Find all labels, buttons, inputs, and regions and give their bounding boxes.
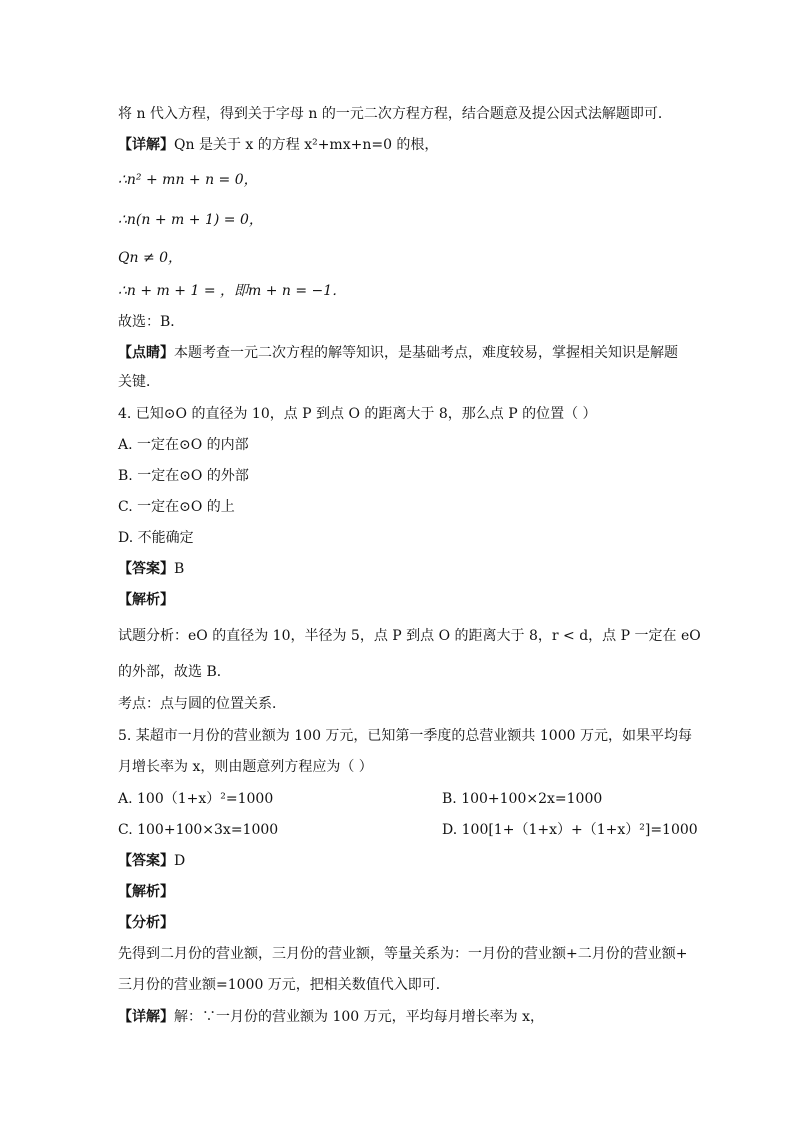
text-line: 月增长率为 x，则由题意列方程应为（ ） [118,759,373,775]
text-line: 考点：点与圆的位置关系． [118,696,286,712]
question-line: 5. 某超市一月份的营业额为 100 万元，已知第一季度的总营业额共 1000 万元，如果平均每 [118,728,692,744]
section-label: 【详解】 [118,137,174,153]
answer-line [118,851,185,871]
question-line: 4. 已知⊙O 的直径为 10，点 P 到点 O 的距离大于 8，那么点 P 的位置（ ） [118,406,597,422]
inline-text: 解：∵一月份的营业额为 100 万元，平均每月增长率为 x， [174,1009,544,1025]
inline-text: 本题考查一元二次方程的解等知识，是基础考点，难度较易，掌握相关知识是解题 [174,345,678,361]
text-line: 的外部，故选 B． [118,664,231,680]
answer-line [118,559,184,579]
option-line: B. 一定在⊙O 的外部 [118,468,249,484]
text-line: 将 n 代入方程，得到关于字母 n 的一元二次方程方程，结合题意及提公因式法解题即可． [118,106,672,122]
option-line: B. 100+100×2x=1000 [442,791,603,807]
text-line: 先得到二月份的营业额，三月份的营业额，等量关系为：一月份的营业额+二月份的营业额+ [118,946,688,962]
math-line: ∴n(n + m + 1) = 0， [118,212,263,228]
section-label: 【点睛】 [118,345,174,361]
option-line: C. 100+100×3x=1000 [118,822,279,838]
text-line [118,343,678,363]
inline-text: Qn 是关于 x 的方程 x²+mx+n=0 的根， [174,137,439,153]
text-line [118,135,438,155]
text-line [118,1007,544,1027]
math-line: ∴n² + mn + n = 0， [118,172,258,188]
text-line: 关键． [118,374,160,390]
math-line: Qn ≠ 0， [118,250,183,266]
answer-value: B [174,561,185,577]
section-label: 【答案】 [118,853,174,869]
section-label: 【解析】 [118,884,174,900]
answer-value: D [174,853,186,869]
section-label: 【详解】 [118,1009,174,1025]
option-line: A. 100（1+x）²=1000 [118,791,274,807]
option-line: D. 不能确定 [118,530,194,546]
option-line: C. 一定在⊙O 的上 [118,499,235,515]
text-line: 试题分析：eO 的直径为 10，半径为 5，点 P 到点 O 的距离大于 8，r < d，点 P 一定在 eO [118,628,701,644]
option-line: D. 100[1+（1+x）+（1+x）²]=1000 [442,822,698,838]
text-line: 故选：B． [118,314,185,330]
math-line: ∴n + m + 1 = ，即m + n = −1． [118,283,347,299]
text-line: 三月份的营业额=1000 万元，把相关数值代入即可． [118,977,450,993]
section-label: 【解析】 [118,592,174,608]
section-label: 【分析】 [118,915,174,931]
section-label: 【答案】 [118,561,174,577]
option-line: A. 一定在⊙O 的内部 [118,437,249,453]
